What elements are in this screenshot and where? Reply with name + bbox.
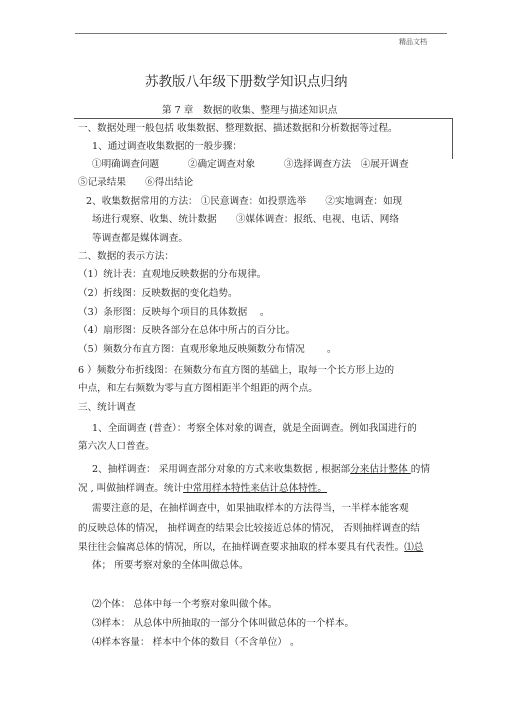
section-1-heading: 一、数据处理一般包括 收集数据、整理数据、描述数据和分析数据等过程。	[78, 123, 398, 134]
list-item: ⑵个体： 总体中每一个考察对象叫做个体。	[92, 599, 278, 610]
paragraph	[92, 463, 430, 476]
chapter-heading: 第 7 章 数据的收集、整理与描述知识点	[162, 105, 338, 116]
underlined-text: 中常用样本特性来估计总体特性。	[183, 483, 327, 494]
paragraph: 第六次人口普查。	[78, 441, 155, 452]
text-run: 2、抽样调查： 采用调查部分对象的方式来收集数据 , 根据部	[92, 464, 351, 475]
paragraph: 体； 所要考察对象的全体叫做总体。	[92, 560, 249, 571]
paragraph	[78, 482, 327, 495]
underlined-text: 分来估计整体	[350, 464, 411, 475]
page-title: 苏教版八年级下册数学知识点归纳	[145, 74, 348, 90]
list-item: （2）折线图：反映数据的变化趋势。	[78, 288, 238, 299]
text-run: 况 , 叫做抽样调查。统计	[78, 483, 184, 494]
list-item: （4）扇形图：反映各部分在总体中所占的百分比。	[78, 325, 296, 336]
list-item: 6 ）频数分布折线图：在频数分布直方图的基础上，取每一个长方形上边的	[78, 365, 395, 376]
paragraph: 等调查都是媒体调查。	[92, 233, 188, 244]
list-item: （1）统计表：直观地反映数据的分布规律。	[78, 269, 267, 280]
list-item: ⑷样本容量： 样本中个体的数目（不含单位） 。	[92, 637, 300, 648]
list-item: （3）条形图：反映每个项目的具体数据 。	[78, 307, 270, 318]
list-item: （5）频数分布直方图：直观形象地反映频数分布情况 。	[78, 344, 337, 355]
underlined-text: ⑴总	[404, 542, 424, 553]
paragraph: ①明确调查问题 ②确定调查对象 ③选择调查方法 ④展开调查	[92, 159, 409, 170]
section-3-heading: 三、统计调查	[78, 402, 136, 413]
paragraph: 1、通过调查收集数据的一般步骤：	[92, 141, 243, 152]
header-rule	[75, 33, 447, 34]
paragraph: 场进行观察、收集、统计数据 ③媒体调查：报纸、电视、电话、网络	[92, 214, 399, 225]
paragraph	[78, 541, 423, 554]
paragraph: ⑤记录结果 ⑥得出结论	[78, 177, 194, 188]
paragraph: 中点，和左右频数为零与直方图相距半个组距的两个点。	[78, 383, 318, 394]
paragraph: 需要注意的是，在抽样调查中，如果抽取样本的方法得当，一半样本能客观	[92, 503, 409, 514]
section-2-heading: 二、数据的表示方法：	[78, 251, 174, 262]
text-run: 果往往会偏离总体的情况，所以，在抽样调查要求抽取的样本要具有代表性。	[78, 542, 405, 553]
paragraph: 2、收集数据常用的方法： ①民意调查：如投票选举 ②实地调查：如现	[86, 196, 403, 207]
header-label: 精品文档	[399, 38, 427, 46]
list-item: ⑶样本： 从总体中所抽取的一部分个体叫做总体的一个样本。	[92, 618, 355, 629]
paragraph: 1、全面调查 (普查）：考察全体对象的调查，就是全面调查。例如我国进行的	[92, 423, 417, 434]
paragraph: 的反映总体的情况， 抽样调查的结果会比较接近总体的情况， 否则抽样调查的结	[78, 523, 420, 534]
text-run: 的情	[410, 464, 430, 475]
